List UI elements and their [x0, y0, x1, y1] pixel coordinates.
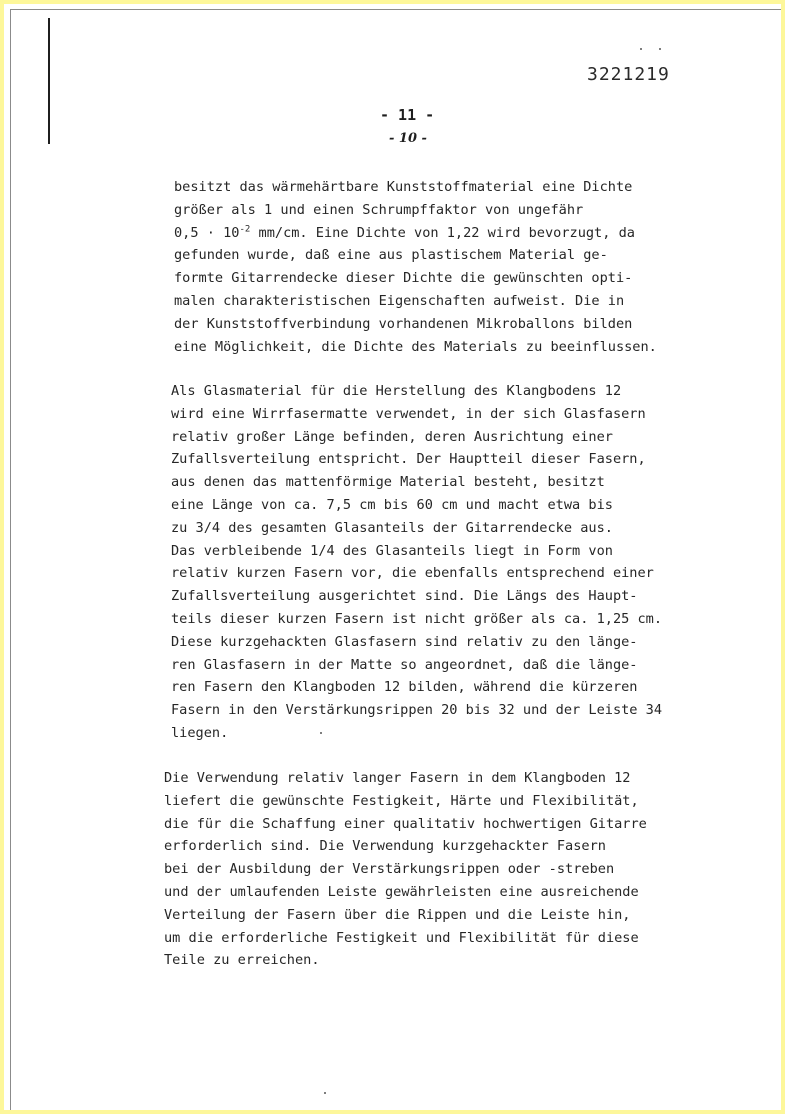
text-line: ren Fasern den Klangboden 12 bilden, während die kürzeren: [171, 679, 638, 696]
text-line: eine Länge von ca. 7,5 cm bis 60 cm und macht etwa bis: [171, 496, 613, 513]
scan-speck: [659, 48, 661, 50]
text-line: relativ kurzen Fasern vor, die ebenfalls entsprechend einer: [171, 565, 654, 582]
paragraph-2: [171, 380, 662, 745]
text-line: aus denen das mattenförmige Material besteht, besitzt: [171, 474, 605, 491]
text-line: zu 3/4 des gesamten Glasanteils der Gitarrendecke aus.: [171, 519, 613, 536]
text-line: eine Möglichkeit, die Dichte des Materials zu beeinflussen.: [174, 338, 657, 355]
scan-speck: [640, 48, 642, 50]
margin-line: [48, 18, 50, 144]
text-line: gefunden wurde, daß eine aus plastischem Material ge-: [174, 247, 608, 264]
text-line: die für die Schaffung einer qualitativ hochwertigen Gitarre: [164, 815, 647, 832]
paragraph-3: [164, 767, 647, 972]
text-line: Fasern in den Verstärkungsrippen 20 bis 32 und der Leiste 34: [171, 702, 663, 719]
line-part: mm/cm. Eine Dichte von 1,22 wird bevorzugt, da: [250, 224, 635, 241]
text-line: teils dieser kurzen Fasern ist nicht größer als ca. 1,25 cm.: [171, 610, 663, 627]
text-line: wird eine Wirrfasermatte verwendet, in der sich Glasfasern: [171, 405, 646, 422]
text-line-with-exponent: [174, 222, 657, 245]
text-line: Als Glasmaterial für die Herstellung des Klangbodens 12: [171, 383, 622, 399]
text-line: formte Gitarrendecke dieser Dichte die gewünschten opti-: [174, 270, 633, 287]
scan-speck: [320, 732, 322, 734]
text-line: bei der Ausbildung der Verstärkungsrippen oder -streben: [164, 861, 615, 878]
scan-speck: [324, 1092, 326, 1094]
text-line: malen charakteristischen Eigenschaften aufweist. Die in: [174, 292, 625, 309]
text-line: relativ großer Länge befinden, deren Ausrichtung einer: [171, 428, 613, 445]
text-line: Zufallsverteilung ausgerichtet sind. Die Längs des Haupt-: [171, 588, 638, 605]
paragraph-1: [174, 176, 657, 358]
text-line: erforderlich sind. Die Verwendung kurzgehackter Fasern: [164, 838, 606, 855]
text-line: Zufallsverteilung entspricht. Der Hauptteil dieser Fasern,: [171, 451, 646, 468]
text-line: der Kunststoffverbindung vorhandenen Mikroballons bilden: [174, 315, 633, 332]
text-line: liegen.: [171, 724, 229, 741]
text-line: Diese kurzgehackten Glasfasern sind relativ zu den länge-: [171, 633, 638, 650]
text-line: Das verbleibende 1/4 des Glasanteils liegt in Form von: [171, 542, 613, 559]
text-line: um die erforderliche Festigkeit und Flexibilität für diese: [164, 929, 639, 946]
text-line: ren Glasfasern in der Matte so angeordnet, daß die länge-: [171, 656, 638, 673]
line-part: 0,5 · 10: [174, 224, 240, 241]
exponent: -2: [239, 224, 251, 235]
page-number-typed: - 11 -: [380, 106, 435, 124]
page-number-handwritten: - 10 -: [389, 131, 427, 146]
document-number: 3221219: [587, 64, 670, 85]
text-line: Die Verwendung relativ langer Fasern in dem Klangboden 12: [164, 770, 631, 786]
text-line: größer als 1 und einen Schrumpffaktor von ungefähr: [174, 201, 584, 218]
text-line: besitzt das wärmehärtbare Kunststoffmaterial eine Dichte: [174, 179, 633, 195]
text-line: liefert die gewünschte Festigkeit, Härte und Flexibilität,: [164, 792, 639, 809]
text-line: Verteilung der Fasern über die Rippen und die Leiste hin,: [164, 906, 631, 923]
text-line: Teile zu erreichen.: [164, 952, 320, 969]
text-line: und der umlaufenden Leiste gewährleisten eine ausreichende: [164, 883, 639, 900]
